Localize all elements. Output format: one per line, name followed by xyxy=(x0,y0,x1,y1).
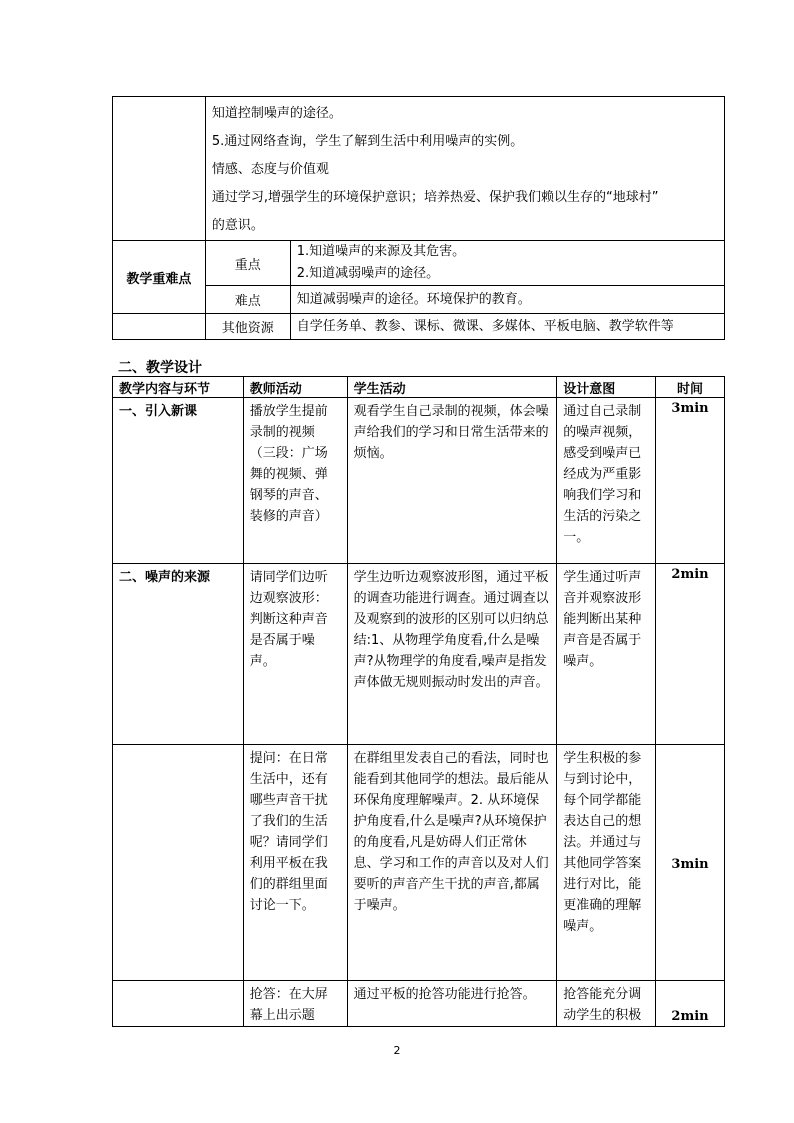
stage-cell xyxy=(113,981,244,1027)
difficulty-content: 知道减弱噪声的途径。环境保护的教育。 xyxy=(290,286,724,314)
time-cell: 3min xyxy=(656,398,725,564)
stage-cell: 一、引入新课 xyxy=(113,398,244,564)
header-teacher: 教师活动 xyxy=(243,377,347,398)
focus-item: 1.知道噪声的来源及其危害。 xyxy=(296,244,466,259)
student-activity: 在群组里发表自己的看法，同时也能看到其他同学的想法。最后能从环保角度理解噪声。2. 从环境保护角度看,什么是噪声?从环境保护的角度看,凡是妨碍人们正常休息、学习和工作的声音以及对人们要听的声音产生干扰的声音,都属于噪声。 xyxy=(347,745,557,981)
design-intent: 学生积极的参与到讨论中，每个同学都能表达自己的想法。并通过与其他同学答案进行对比，能更准确的理解噪声。 xyxy=(557,745,656,981)
header-time: 时间 xyxy=(656,377,725,398)
teacher-activity: 提问：在日常生活中，还有哪些声音干扰了我们的生活呢？请同学们利用平板在我们的群组里面讨论一下。 xyxy=(243,745,347,981)
focus-label: 重点 xyxy=(205,241,290,286)
objective-line: 的意识。 xyxy=(211,218,264,233)
resources-label: 其他资源 xyxy=(205,314,290,340)
teaching-design-table xyxy=(112,376,725,1027)
table-row xyxy=(113,398,725,564)
focus-item: 2.知道减弱噪声的途径。 xyxy=(296,266,440,281)
objective-line: 知道控制噪声的途径。 xyxy=(211,106,342,121)
student-activity: 通过平板的抢答功能进行抢答。 xyxy=(347,981,557,1027)
time-cell: 2min xyxy=(656,981,725,1027)
objectives-table xyxy=(112,96,725,340)
time-cell: 3min xyxy=(656,745,725,981)
objectives-label-cell xyxy=(113,97,206,241)
table-row xyxy=(113,564,725,745)
time-cell: 2min xyxy=(656,564,725,745)
teacher-activity: 抢答：在大屏幕上出示题 xyxy=(243,981,347,1027)
resources-content: 自学任务单、教参、课标、微课、多媒体、平板电脑、教学软件等 xyxy=(290,314,724,340)
header-student: 学生活动 xyxy=(347,377,557,398)
header-content: 教学内容与环节 xyxy=(113,377,244,398)
stage-cell: 二、噪声的来源 xyxy=(113,564,244,745)
teacher-activity: 播放学生提前录制的视频（三段：广场舞的视频、弹钢琴的声音、装修的声音） xyxy=(243,398,347,564)
page-number: 2 xyxy=(393,1044,401,1057)
objectives-content xyxy=(205,97,724,241)
table-row xyxy=(113,981,725,1027)
stage-cell xyxy=(113,745,244,981)
objective-line: 情感、态度与价值观 xyxy=(211,162,329,177)
student-activity: 观看学生自己录制的视频，体会噪声给我们的学习和日常生活带来的烦恼。 xyxy=(347,398,557,564)
difficulty-label: 难点 xyxy=(205,286,290,314)
table-row xyxy=(113,745,725,981)
design-intent: 通过自己录制的噪声视频，感受到噪声已经成为严重影响我们学习和生活的污染之一。 xyxy=(557,398,656,564)
objective-line: 通过学习,增强学生的环境保护意识；培养热爱、保护我们赖以生存的“地球村” xyxy=(211,190,659,205)
resources-blank-cell xyxy=(113,314,206,340)
focus-content xyxy=(290,241,724,286)
objective-line: 5.通过网络查询，学生了解到生活中利用噪声的实例。 xyxy=(211,134,524,149)
teacher-activity: 请同学们边听边观察波形：判断这种声音是否属于噪声。 xyxy=(243,564,347,745)
header-intent: 设计意图 xyxy=(557,377,656,398)
student-activity: 学生边听边观察波形图，通过平板的调查功能进行调查。通过调查以及观察到的波形的区别可以归纳总结:1、从物理学角度看,什么是噪声?从物理学的角度看,噪声是指发声体做无规则振动时发出的声音。 xyxy=(347,564,557,745)
section-title: 二、教学设计 xyxy=(118,360,202,376)
key-points-label: 教学重难点 xyxy=(113,241,206,314)
design-intent: 抢答能充分调动学生的积极 xyxy=(557,981,656,1027)
design-intent: 学生通过听声音并观察波形能判断出某种声音是否属于噪声。 xyxy=(557,564,656,745)
